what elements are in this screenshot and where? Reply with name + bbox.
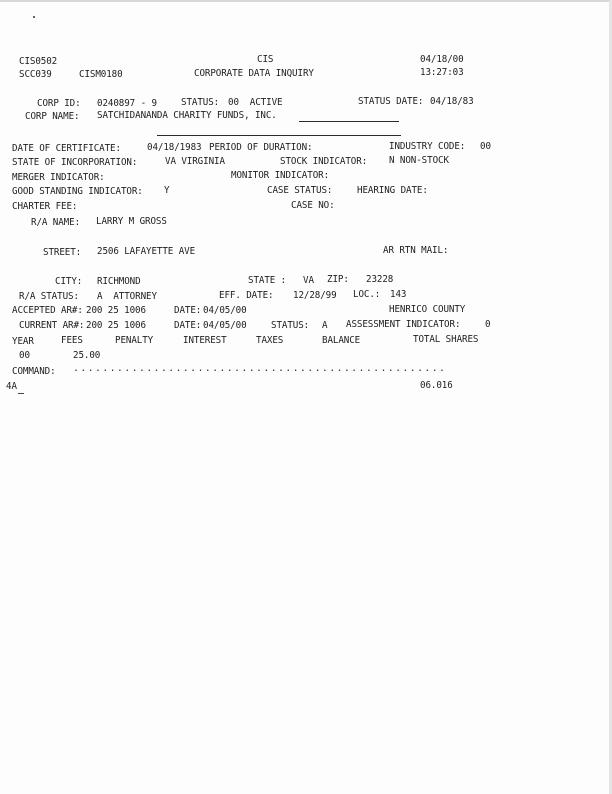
section-divider	[157, 135, 401, 136]
assessment-indicator-value: 0	[485, 319, 491, 330]
loc-value: 143	[390, 289, 407, 300]
current-ar-label: CURRENT AR#:	[19, 320, 85, 331]
eff-date-value: 12/28/99	[293, 290, 337, 301]
ra-name-value: LARRY M GROSS	[96, 216, 167, 227]
screen-title: CORPORATE DATA INQUIRY	[194, 68, 314, 79]
accepted-date-value: 04/05/00	[203, 305, 247, 316]
command-input[interactable]: ...................................................	[73, 363, 447, 374]
good-standing-label: GOOD STANDING INDICATOR:	[12, 186, 143, 197]
industry-code-value: 00	[480, 141, 491, 152]
program-id: CISM0180	[79, 69, 123, 80]
accepted-date-label: DATE:	[174, 305, 202, 316]
ar-rtn-mail-label: AR RTN MAIL:	[383, 245, 449, 256]
case-status-label: CASE STATUS:	[267, 185, 333, 196]
state-value: VA	[303, 275, 314, 286]
terminal-id: SCC039	[19, 69, 52, 80]
county: HENRICO COUNTY	[389, 304, 466, 315]
col-taxes: TAXES	[256, 335, 284, 346]
loc-label: LOC.:	[353, 289, 381, 300]
street-label: STREET:	[43, 247, 82, 258]
corp-name-label: CORP NAME:	[25, 111, 80, 122]
current-date-value: 04/05/00	[203, 320, 247, 331]
current-date-label: DATE:	[174, 320, 202, 331]
col-total-shares: TOTAL SHARES	[413, 334, 479, 345]
accepted-ar-label: ACCEPTED AR#:	[12, 305, 83, 316]
ra-status-value: A ATTORNEY	[97, 291, 157, 302]
status-value: 00 ACTIVE	[228, 97, 283, 108]
stock-indicator-value: N NON-STOCK	[389, 155, 449, 166]
stray-mark	[33, 16, 35, 18]
city-label: CITY:	[55, 276, 83, 287]
corp-id-label: CORP ID:	[37, 98, 81, 109]
col-interest: INTEREST	[183, 335, 227, 346]
hearing-date-label: HEARING DATE:	[357, 185, 428, 196]
street-value: 2506 LAFAYETTE AVE	[97, 246, 196, 257]
state-of-incorporation-label: STATE OF INCORPORATION:	[12, 157, 138, 168]
charter-fee-label: CHARTER FEE:	[12, 201, 78, 212]
corp-name-underline	[299, 121, 399, 122]
date-of-certificate-label: DATE OF CERTIFICATE:	[12, 143, 121, 154]
col-year: YEAR	[12, 336, 34, 347]
current-ar-number: 200 25 1006	[86, 320, 146, 331]
ar-status-label: STATUS:	[271, 320, 310, 331]
city-value: RICHMOND	[97, 276, 141, 287]
ar-status-value: A	[322, 320, 328, 331]
merger-indicator-label: MERGER INDICATOR:	[12, 172, 105, 183]
good-standing-value: Y	[164, 185, 170, 196]
screen-id: CIS0502	[19, 56, 58, 67]
date-of-certificate-value: 04/18/1983	[147, 142, 202, 153]
status-label: STATUS:	[181, 97, 220, 108]
command-label: COMMAND:	[12, 366, 56, 377]
monitor-indicator-label: MONITOR INDICATOR:	[231, 170, 330, 181]
state-label: STATE :	[248, 275, 287, 286]
assessment-indicator-label: ASSESSMENT INDICATOR:	[346, 319, 461, 330]
eff-date-label: EFF. DATE:	[219, 290, 274, 301]
case-no-label: CASE NO:	[291, 200, 335, 211]
accepted-ar-number: 200 25 1006	[86, 305, 146, 316]
state-of-incorporation-value: VA VIRGINIA	[165, 156, 225, 167]
corp-name-value[interactable]: SATCHIDANANDA CHARITY FUNDS, INC.	[97, 110, 277, 121]
header-time: 13:27:03	[420, 67, 464, 78]
system-name: CIS	[257, 54, 274, 65]
page-edge-top	[0, 0, 612, 2]
stock-indicator-label: STOCK INDICATOR:	[280, 156, 368, 167]
corp-id-value[interactable]: 0240897 - 9	[97, 98, 157, 109]
zip-label: ZIP:	[327, 274, 349, 285]
status-date-value: 04/18/83	[430, 96, 474, 107]
status-date-label: STATUS DATE:	[358, 96, 424, 107]
cursor-field[interactable]: 4A	[6, 381, 17, 392]
cursor-underline	[18, 393, 24, 394]
row-year: 00	[19, 350, 30, 361]
header-date: 04/18/00	[420, 54, 464, 65]
period-of-duration-label: PERIOD OF DURATION:	[209, 142, 313, 153]
industry-code-label: INDUSTRY CODE:	[389, 141, 466, 152]
col-fees: FEES	[61, 335, 83, 346]
ra-status-label: R/A STATUS:	[19, 291, 79, 302]
version-number: 06.016	[420, 380, 453, 391]
row-fees: 25.00	[73, 350, 101, 361]
col-penalty: PENALTY	[115, 335, 154, 346]
ra-name-label: R/A NAME:	[31, 217, 81, 228]
zip-value: 23228	[366, 274, 394, 285]
col-balance: BALANCE	[322, 335, 361, 346]
